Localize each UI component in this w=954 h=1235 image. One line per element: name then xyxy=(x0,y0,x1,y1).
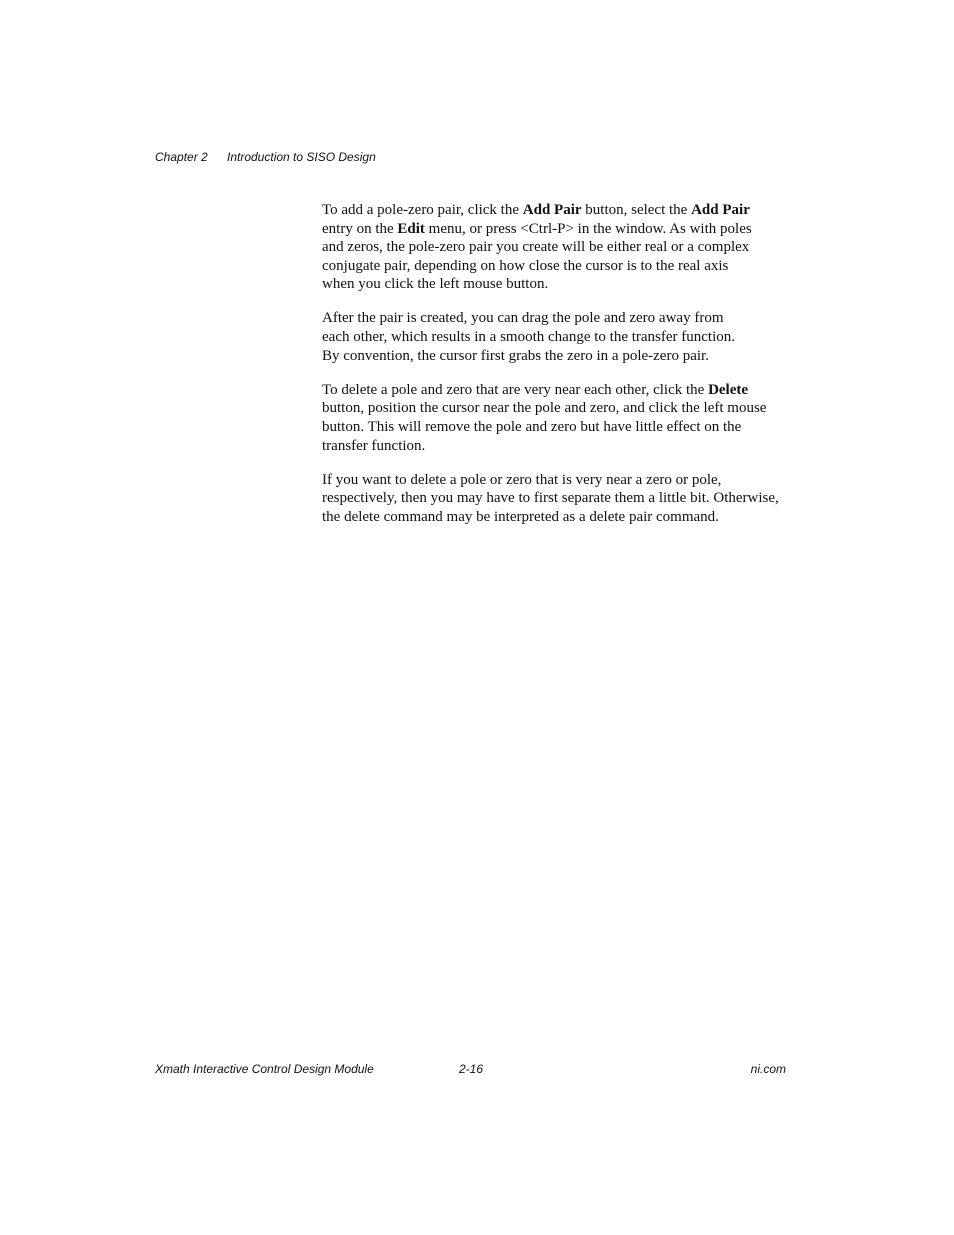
body-text xyxy=(322,201,792,542)
text-run: button, position the cursor near the pole and zero, and click the left mouse xyxy=(322,400,767,417)
text-run: To add a pole-zero pair, click the xyxy=(322,202,523,218)
text-line xyxy=(322,489,792,508)
chapter-title: Introduction to SISO Design xyxy=(227,150,376,164)
ui-term: Add Pair xyxy=(691,202,750,218)
page-number: 2-16 xyxy=(459,1062,484,1076)
text-line xyxy=(322,257,792,276)
paragraph xyxy=(322,309,792,365)
text-line xyxy=(322,201,792,220)
paragraph xyxy=(322,381,792,455)
text-line xyxy=(322,418,792,437)
text-line xyxy=(322,399,792,418)
text-line xyxy=(322,309,792,328)
text-run: To delete a pole and zero that are very near each other, click the xyxy=(322,381,709,398)
text-run: when you click the left mouse button. xyxy=(322,276,549,293)
text-line xyxy=(322,275,792,294)
text-line xyxy=(322,220,792,239)
text-run: conjugate pair, depending on how close the cursor is to the real axis xyxy=(322,257,729,274)
text-run: button, select the xyxy=(581,202,692,218)
running-header xyxy=(155,150,376,164)
text-run: each other, which results in a smooth change to the transfer function. xyxy=(322,329,736,346)
website-link[interactable]: ni.com xyxy=(750,1062,786,1076)
text-run: and zeros, the pole-zero pair you create will be either real or a complex xyxy=(322,239,750,256)
text-line xyxy=(322,381,792,400)
text-run: button. This will remove the pole and zero but have little effect on the xyxy=(322,418,742,435)
ui-term: Edit xyxy=(397,220,425,237)
text-run: entry on the xyxy=(322,220,398,237)
text-line xyxy=(322,471,792,490)
ui-term: Add Pair xyxy=(522,202,582,218)
text-run: transfer function. xyxy=(322,437,426,454)
paragraph xyxy=(322,471,792,527)
text-run: respectively, then you may have to first separate them a little bit. Otherwise, xyxy=(322,490,779,507)
manual-title: Xmath Interactive Control Design Module xyxy=(155,1062,374,1076)
text-line xyxy=(322,328,792,347)
text-line xyxy=(322,437,792,456)
text-run: By convention, the cursor first grabs the zero in a pole-zero pair. xyxy=(322,347,709,364)
paragraph xyxy=(322,201,792,294)
chapter-label: Chapter 2 xyxy=(155,150,208,164)
text-run: If you want to delete a pole or zero that is very near a zero or pole, xyxy=(322,471,722,488)
text-run: After the pair is created, you can drag the pole and zero away from xyxy=(322,310,724,327)
page-footer xyxy=(155,1062,786,1078)
text-line xyxy=(322,508,792,527)
text-run: menu, or press <Ctrl-P> in the window. As with poles xyxy=(424,220,752,237)
text-line xyxy=(322,238,792,257)
ui-term: Delete xyxy=(708,381,749,398)
text-line xyxy=(322,347,792,366)
text-run: the delete command may be interpreted as a delete pair command. xyxy=(322,508,719,525)
